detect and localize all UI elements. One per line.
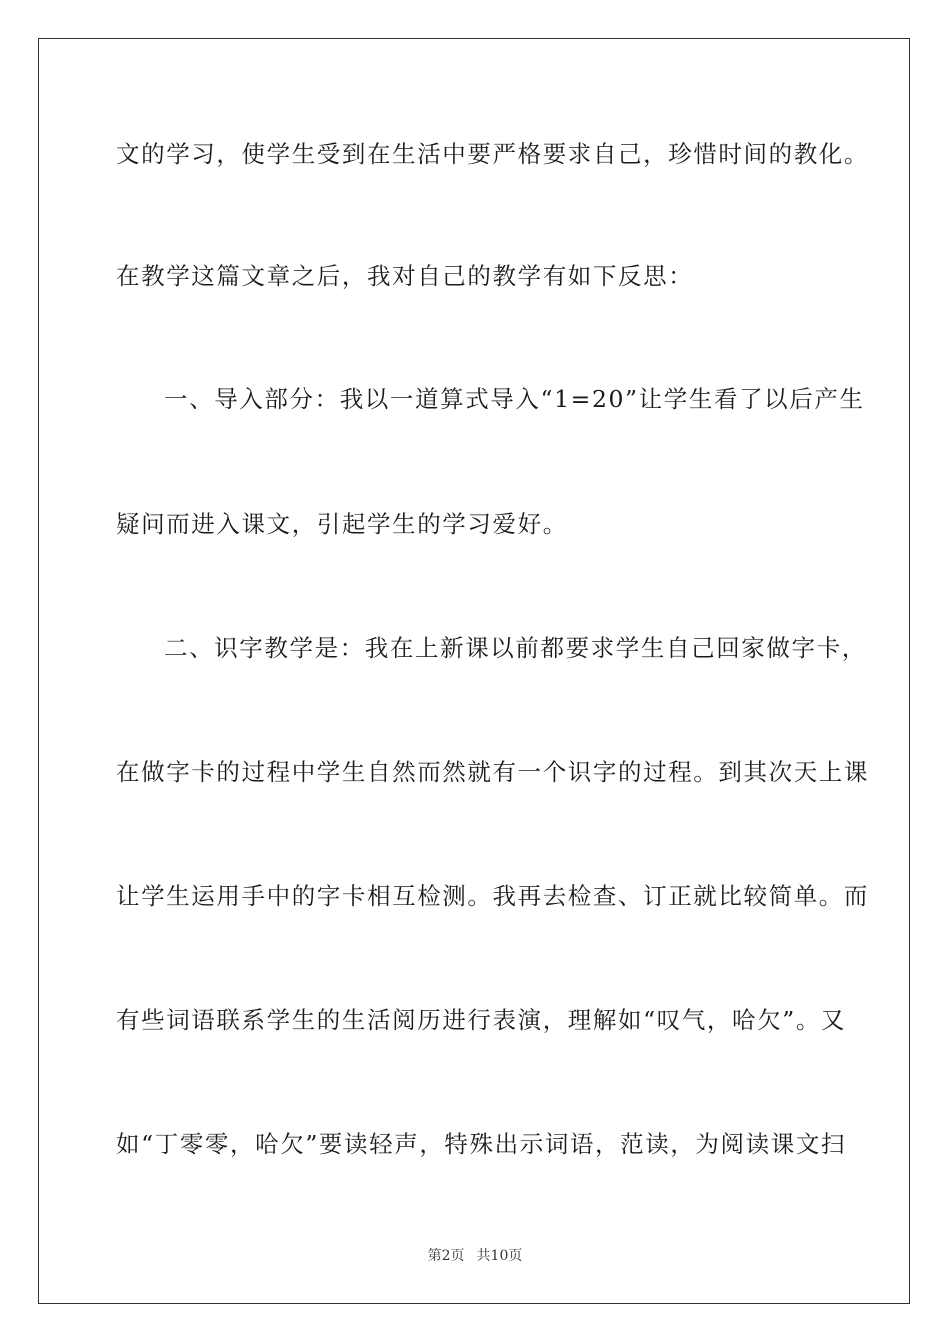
- text-line-9: 如“丁零零，哈欠”要读轻声，特殊出示词语，范读，为阅读课文扫: [116, 1130, 847, 1158]
- page-total: 共10页: [476, 1248, 523, 1264]
- text-line-3: 一、导入部分：我以一道算式导入“1=20”让学生看了以后产生: [164, 385, 865, 413]
- text-line-7: 让学生运用手中的字卡相互检测。我再去检查、订正就比较简单。而: [116, 882, 869, 910]
- text-line-4: 疑问而进入课文，引起学生的学习爱好。: [116, 510, 568, 538]
- text-line-8: 有些词语联系学生的生活阅历进行表演，理解如“叹气，哈欠”。又: [116, 1006, 847, 1034]
- text-line-1: 文的学习，使学生受到在生活中要严格要求自己，珍惜时间的教化。: [116, 140, 869, 168]
- page-footer: [0, 1246, 950, 1266]
- page-number: 第2页: [427, 1248, 465, 1264]
- text-line-2: 在教学这篇文章之后，我对自己的教学有如下反思：: [116, 262, 694, 290]
- page-border: [38, 38, 910, 1304]
- text-line-5: 二、识字教学是：我在上新课以前都要求学生自己回家做字卡，: [164, 634, 867, 662]
- text-line-6: 在做字卡的过程中学生自然而然就有一个识字的过程。到其次天上课: [116, 758, 869, 786]
